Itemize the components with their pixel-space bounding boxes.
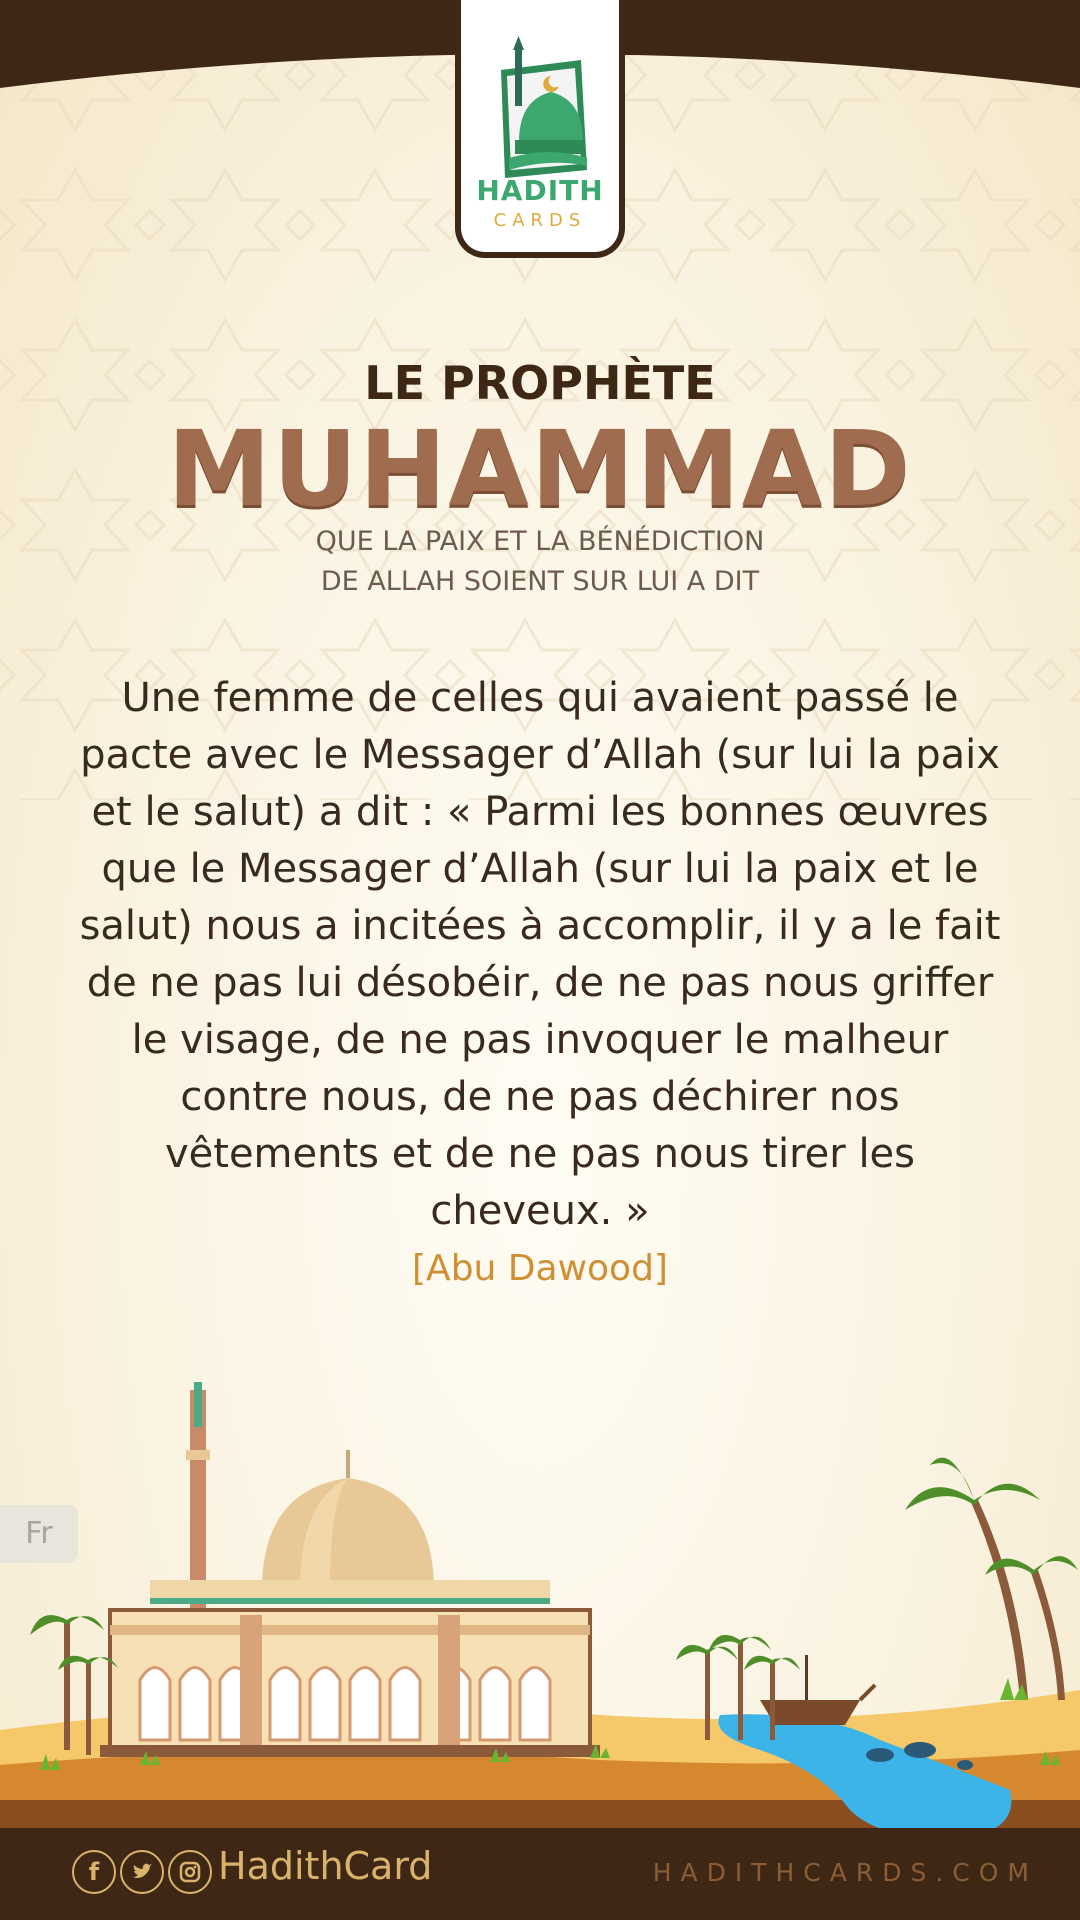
logo[interactable] xyxy=(455,0,625,258)
page-title: MUHAMMAD xyxy=(167,408,913,530)
palm-trees-right xyxy=(905,1458,1078,1700)
pre-title: LE PROPHÈTE xyxy=(364,356,716,410)
subtitle-line2: DE ALLAH SOIENT SUR LUI A DIT xyxy=(320,566,760,597)
twitter-icon[interactable] xyxy=(120,1850,164,1894)
subtitle xyxy=(0,522,1080,602)
logo-line2: CARDS xyxy=(493,210,587,231)
rock xyxy=(957,1760,973,1770)
mosque-desert-illustration xyxy=(0,1370,1080,1830)
logo-line1: HADITH xyxy=(476,174,604,207)
rock xyxy=(866,1748,894,1762)
mosque-logo-icon xyxy=(491,30,591,180)
hadith-text: Une femme de celles qui avaient passé le pacte avec le Messager d’Allah (sur lui la paix et le salut) a dit : « Parmi les bonnes œuvres que le Messager d’Allah (sur lui la paix et le salut) nous a incitées à accomplir, il y a le fait de ne pas lui désobéir, de ne pas nous griffer le visage, de ne pas invoquer le malheur contre nous, de ne pas déchirer nos vêtements et de ne pas nous tirer les cheveux. » xyxy=(79,675,1001,1234)
rock xyxy=(904,1742,936,1758)
website-link[interactable]: HADITHCARDS.COM xyxy=(652,1858,1038,1887)
facebook-icon[interactable]: f xyxy=(72,1850,116,1894)
mosque xyxy=(100,1382,600,1757)
language-badge[interactable]: Fr xyxy=(0,1505,78,1563)
hadith-source: [Abu Dawood] xyxy=(412,1248,668,1289)
instagram-icon[interactable] xyxy=(168,1850,212,1894)
subtitle-line1: QUE LA PAIX ET LA BÉNÉDICTION xyxy=(315,526,765,557)
footer xyxy=(0,1828,1080,1920)
social-handle[interactable]: HadithCard xyxy=(218,1844,433,1888)
boat xyxy=(760,1655,875,1725)
